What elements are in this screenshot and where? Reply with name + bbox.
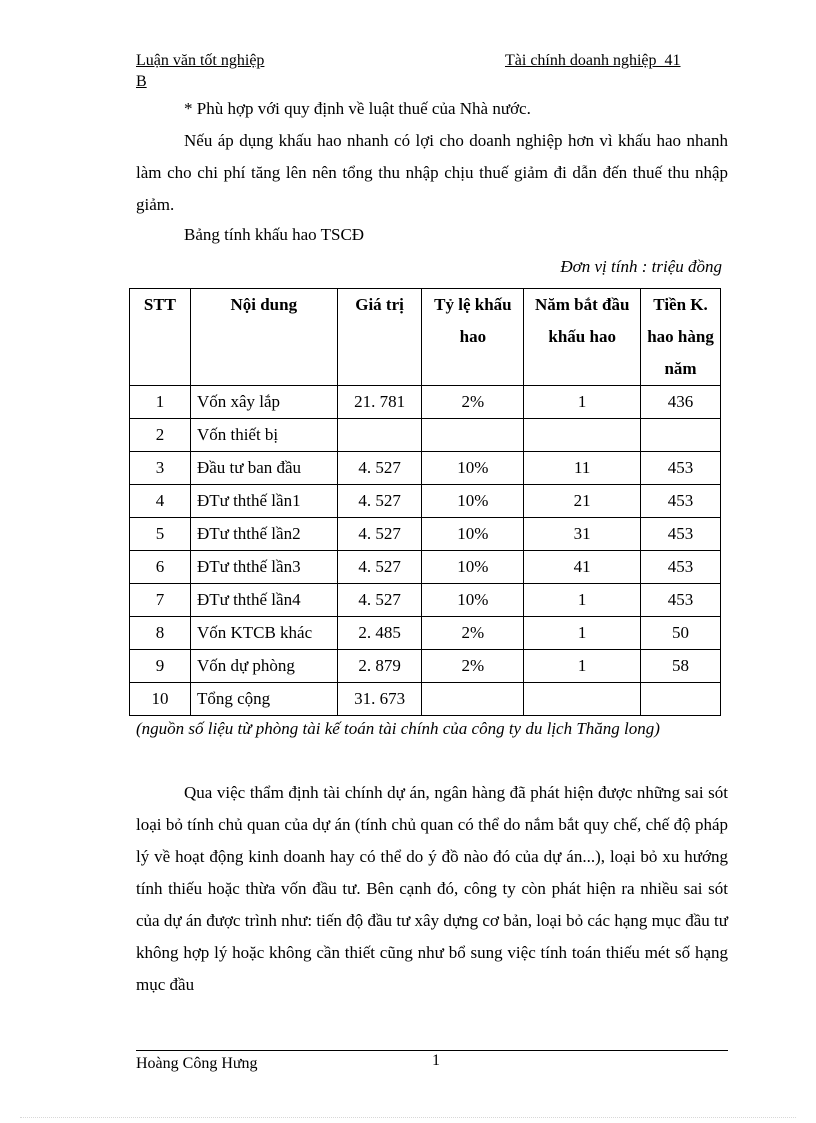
- row-start-year: 1: [524, 584, 641, 617]
- table-row: [130, 485, 721, 518]
- header-right: Tài chính doanh nghiệp 41: [505, 52, 681, 69]
- page-number: 1: [432, 1052, 440, 1069]
- row-start-year: [524, 683, 641, 716]
- source-note: (nguồn số liệu từ phòng tài kế toán tài chính của công ty du lịch Thăng long): [136, 719, 660, 738]
- row-annual-amount: 453: [641, 551, 721, 584]
- col-header-content: Nội dung: [190, 289, 337, 386]
- table-caption: Bảng tính khấu hao TSCĐ: [184, 225, 365, 244]
- row-start-year: 1: [524, 386, 641, 419]
- row-value: 4. 527: [337, 551, 422, 584]
- row-annual-amount: 453: [641, 485, 721, 518]
- paragraph-accelerated-depreciation: Nếu áp dụng khấu hao nhanh có lợi cho doanh nghiệp hơn vì khấu hao nhanh làm cho chi phí tăng lên nên tổng thu nhập chịu thuế giảm đi dẫn đến thuế thu nhập giảm.: [136, 131, 728, 214]
- row-value: 4. 527: [337, 452, 422, 485]
- row-annual-amount: 58: [641, 650, 721, 683]
- row-annual-amount: [641, 419, 721, 452]
- table-row: [130, 518, 721, 551]
- row-start-year: 1: [524, 650, 641, 683]
- table-row: [130, 617, 721, 650]
- table-row: [130, 452, 721, 485]
- row-stt: 5: [130, 518, 191, 551]
- table-row: [130, 551, 721, 584]
- row-value: 31. 673: [337, 683, 422, 716]
- row-stt: 10: [130, 683, 191, 716]
- table-row: [130, 650, 721, 683]
- paragraph-tax-compliance: * Phù hợp với quy định về luật thuế của Nhà nước.: [184, 99, 531, 118]
- row-start-year: 21: [524, 485, 641, 518]
- row-stt: 4: [130, 485, 191, 518]
- table-body: [130, 386, 721, 716]
- col-header-start-year: Năm bắt đầu khấu hao: [524, 289, 641, 386]
- row-stt: 7: [130, 584, 191, 617]
- table-row: [130, 683, 721, 716]
- row-content: Tổng cộng: [190, 683, 337, 716]
- row-content: Đầu tư ban đầu: [190, 452, 337, 485]
- row-annual-amount: 453: [641, 518, 721, 551]
- row-rate: 2%: [422, 617, 524, 650]
- row-rate: 10%: [422, 485, 524, 518]
- row-rate: 10%: [422, 584, 524, 617]
- row-content: ĐTư ththế lần3: [190, 551, 337, 584]
- header-continuation: B: [136, 73, 147, 90]
- row-start-year: [524, 419, 641, 452]
- row-content: ĐTư ththế lần2: [190, 518, 337, 551]
- row-annual-amount: [641, 683, 721, 716]
- row-stt: 1: [130, 386, 191, 419]
- row-start-year: 41: [524, 551, 641, 584]
- row-value: 4. 527: [337, 518, 422, 551]
- footer-rule: [136, 1050, 728, 1051]
- table-row: [130, 419, 721, 452]
- row-start-year: 11: [524, 452, 641, 485]
- footer-author: Hoàng Công Hưng: [136, 1055, 258, 1072]
- row-content: ĐTư ththế lần1: [190, 485, 337, 518]
- row-content: ĐTư ththế lần4: [190, 584, 337, 617]
- table-row: [130, 584, 721, 617]
- table-header-row: [130, 289, 721, 386]
- page-edge-dots: [20, 1117, 796, 1118]
- row-rate: 10%: [422, 518, 524, 551]
- row-value: 2. 879: [337, 650, 422, 683]
- row-stt: 6: [130, 551, 191, 584]
- row-annual-amount: 453: [641, 584, 721, 617]
- col-header-rate: Tỷ lệ khấu hao: [422, 289, 524, 386]
- row-rate: 2%: [422, 650, 524, 683]
- row-stt: 2: [130, 419, 191, 452]
- row-annual-amount: 453: [641, 452, 721, 485]
- row-value: 4. 527: [337, 485, 422, 518]
- col-header-annual-amount: Tiền K. hao hàng năm: [641, 289, 721, 386]
- row-rate: 10%: [422, 452, 524, 485]
- row-value: 2. 485: [337, 617, 422, 650]
- table-row: [130, 386, 721, 419]
- row-annual-amount: 50: [641, 617, 721, 650]
- row-value: 21. 781: [337, 386, 422, 419]
- col-header-value: Giá trị: [337, 289, 422, 386]
- col-header-stt: STT: [130, 289, 191, 386]
- row-content: Vốn thiết bị: [190, 419, 337, 452]
- depreciation-table: [129, 288, 721, 716]
- row-content: Vốn KTCB khác: [190, 617, 337, 650]
- header-left: Luận văn tốt nghiệp: [136, 52, 265, 69]
- row-start-year: 31: [524, 518, 641, 551]
- row-stt: 9: [130, 650, 191, 683]
- row-rate: 10%: [422, 551, 524, 584]
- row-value: [337, 419, 422, 452]
- row-annual-amount: 436: [641, 386, 721, 419]
- row-rate: [422, 419, 524, 452]
- row-rate: 2%: [422, 386, 524, 419]
- row-rate: [422, 683, 524, 716]
- row-stt: 8: [130, 617, 191, 650]
- row-content: Vốn dự phòng: [190, 650, 337, 683]
- unit-note: Đơn vị tính : triệu đồng: [560, 257, 722, 276]
- row-value: 4. 527: [337, 584, 422, 617]
- row-content: Vốn xây lắp: [190, 386, 337, 419]
- row-start-year: 1: [524, 617, 641, 650]
- row-stt: 3: [130, 452, 191, 485]
- paragraph-appraisal: Qua việc thẩm định tài chính dự án, ngân hàng đã phát hiện được những sai sót loại bỏ tính chủ quan của dự án (tính chủ quan có thể do nắm bắt quy chế, chế độ pháp lý về hoạt động kinh doanh hay có thể do ý đồ nào đó của dự án...), loại bỏ xu hướng tính thiếu hoặc thừa vốn đầu tư. Bên cạnh đó, công ty còn phát hiện ra nhiều sai sót của dự án được trình như: tiến độ đầu tư xây dựng cơ bản, loại bỏ các hạng mục đầu tư không hợp lý hoặc không cần thiết cũng như bổ sung việc tính toán thiếu mét số hạng mục đầu: [136, 783, 728, 994]
